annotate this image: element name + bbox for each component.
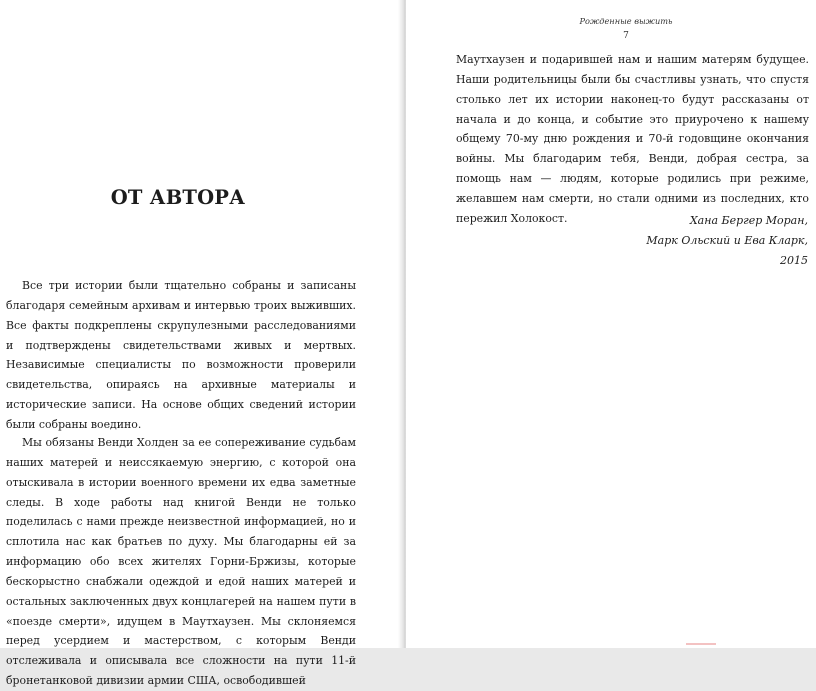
- signature-year: 2015: [780, 253, 808, 267]
- signature-line: Марк Ольский и Ева Кларк,: [646, 233, 808, 247]
- body-paragraph: Маутхаузен и подарившей нам и нашим матерям будущее. Наши родительницы были бы счастливы узнать, что спустя столько лет их истории наконец-то будут рассказаны от начала и до конца, и событие это приурочено к нашему общему 70-му дню рождения и 70-й годовщине окончания войны. Мы благодарим тебя, Венди, добрая сестра, за помощь нам — людям, которые родились при режиме, желавшем нам смерти, но стали одними из последних, кто пережил Холокост.: [456, 53, 809, 225]
- body-paragraph: Все три истории были тщательно собраны и записаны благодаря семейным архивам и интервью троих выживших. Все факты подкреплены скрупулезными расследованиями и подтверждены свидетельствами живых и мертвых. Независимые специалисты по возможности проверили свидетельства, опираясь на архивные материалы и исторические записи. На основе общих сведений истории были собраны воедино.: [6, 279, 356, 431]
- signature-block: [646, 211, 808, 270]
- signature-line: Хана Бергер Моран,: [689, 214, 808, 227]
- right-page: [406, 0, 816, 648]
- page-number: 7: [623, 31, 629, 41]
- running-header: Рожденные выжить: [579, 16, 673, 26]
- page-title: ОТ АВТОРА: [110, 186, 246, 209]
- left-page: [0, 0, 404, 688]
- decorative-mark: [686, 643, 716, 645]
- body-paragraph: Мы обязаны Венди Холден за ее сопереживание судьбам наших матерей и неиссякаемую энергию, с которой она отыскивала в истории военного времени их едва заметные следы. В ходе работы над книгой Венди не только поделилась с нами прежде неизвестной информацией, но и сплотила нас как братьев по духу. Мы благодарны ей за информацию обо всех жителях Горни-Бржизы, которые бескорыстно снабжали одеждой и едой наших матерей и остальных заключенных двух концлагерей на нашем пути в «поезде смерти», идущем в Маутхаузен. Мы склоняемся перед усердием и мастерством, с которым Венди отслеживала и описывала все сложности на пути 11-й бронетанковой дивизии армии США, освободившей: [6, 436, 356, 688]
